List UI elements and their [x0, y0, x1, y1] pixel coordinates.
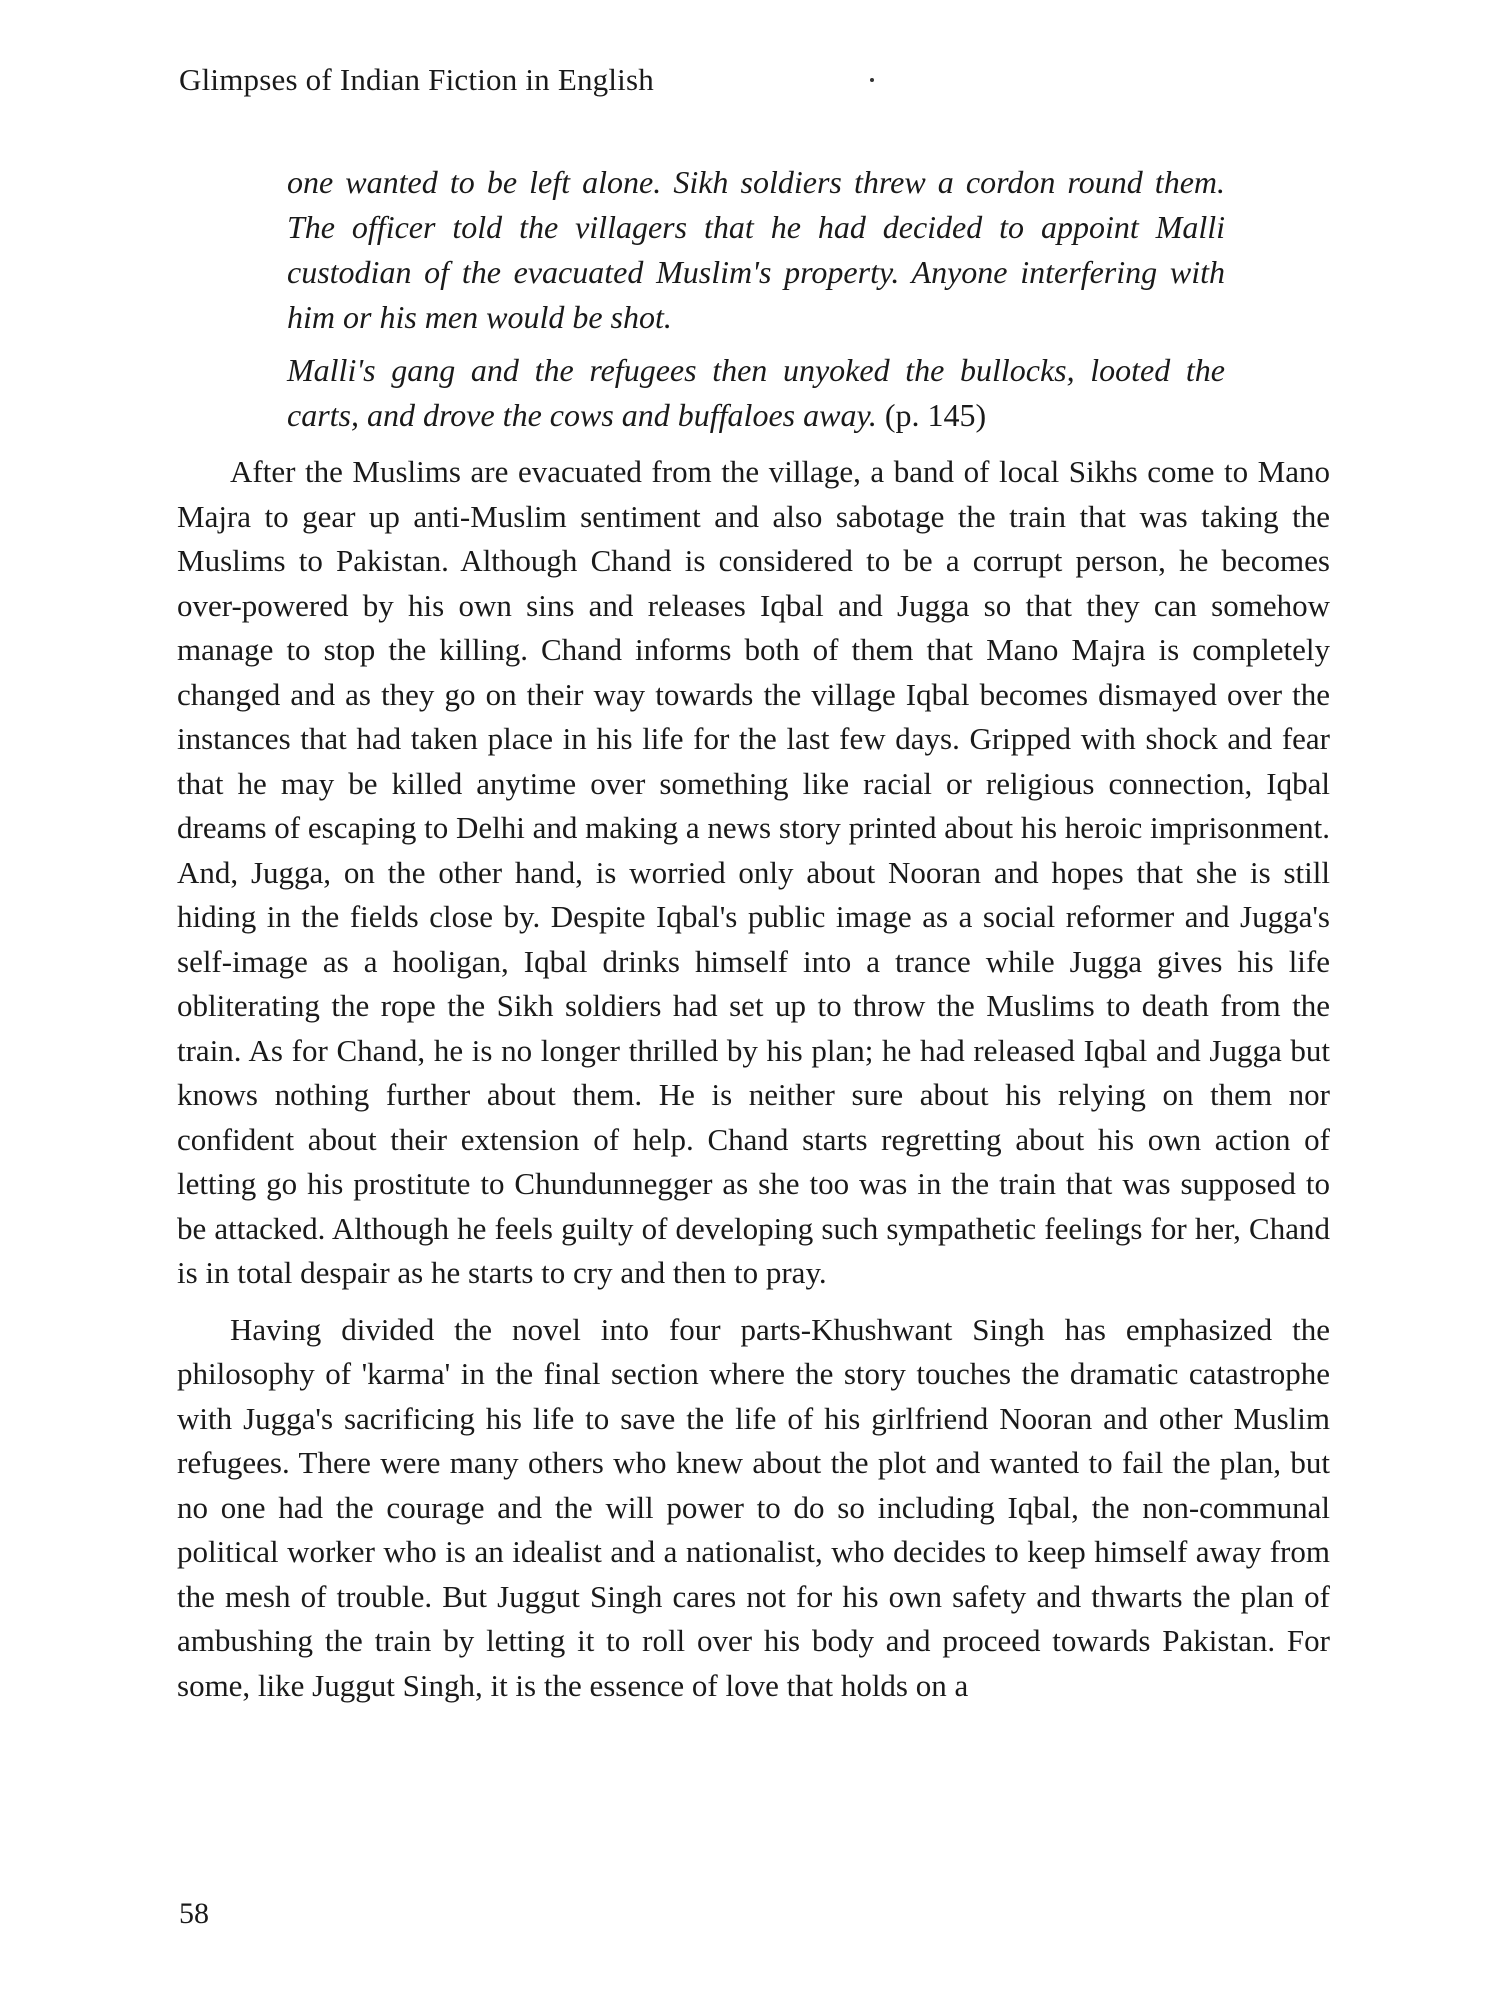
- quote-citation: (p. 145): [884, 397, 987, 433]
- quote-paragraph-2: [287, 348, 1225, 438]
- block-quote: [287, 160, 1225, 438]
- running-head-title: Glimpses of Indian Fiction in English: [179, 62, 654, 97]
- stray-dot-mark: [870, 78, 874, 82]
- quote-paragraph-2-text: Malli's gang and the refugees then unyoked the bullocks, looted the carts, and drove the cows and buffaloes away.: [287, 352, 1225, 433]
- page-number: 58: [179, 1897, 209, 1930]
- body-paragraph-2: Having divided the novel into four parts-Khushwant Singh has emphasized the philosophy of 'karma' in the final section where the story touches the dramatic catastrophe with Jugga's sacrificing his life to save the life of his girlfriend Nooran and other Muslim refugees. There were many others who knew about the plot and wanted to fail the plan, but no one had the courage and the will power to do so including Iqbal, the non-communal political worker who is an idealist and a nationalist, who decides to keep himself away from the mesh of trouble. But Juggut Singh cares not for his own safety and thwarts the plan of ambushing the train by letting it to roll over his body and proceed towards Pakistan. For some, like Juggut Singh, it is the essence of love that holds on a: [177, 1311, 1330, 1703]
- body-paragraph-1: After the Muslims are evacuated from the village, a band of local Sikhs come to Mano Majra to gear up anti-Muslim sentiment and also sabotage the train that was taking the Muslims to Pakistan. Although Chand is considered to be a corrupt person, he becomes over-powered by his own sins and releases Iqbal and Jugga so that they can somehow manage to stop the killing. Chand informs both of them that Mano Majra is completely changed and as they go on their way towards the village Iqbal becomes dismayed over the instances that had taken place in his life for the last few days. Gripped with shock and fear that he may be killed anytime over something like racial or religious connection, Iqbal dreams of escaping to Delhi and making a news story printed about his heroic imprisonment. And, Jugga, on the other hand, is worried only about Nooran and hopes that she is still hiding in the fields close by. Despite Iqbal's public image as a social reformer and Jugga's self-image as a hooligan, Iqbal drinks himself into a trance while Jugga gives his life obliterating the rope the Sikh soldiers had set up to throw the Muslims to death from the train. As for Chand, he is no longer thrilled by his plan; he had released Iqbal and Jugga but knows nothing further about them. He is neither sure about his relying on them nor confident about their extension of help. Chand starts regretting about his own action of letting go his prostitute to Chundunnegger as she too was in the train that was supposed to be attacked. Although he feels guilty of developing such sympathetic feelings for her, Chand is in total despair as he starts to cry and then to pray.: [177, 454, 1330, 1290]
- quote-paragraph-1: one wanted to be left alone. Sikh soldiers threw a cordon round them. The officer told the villagers that he had decided to appoint Malli custodian of the evacuated Muslim's property. Anyone interfering with him or his men would be shot.: [287, 164, 1225, 335]
- body-text: [177, 450, 1330, 1708]
